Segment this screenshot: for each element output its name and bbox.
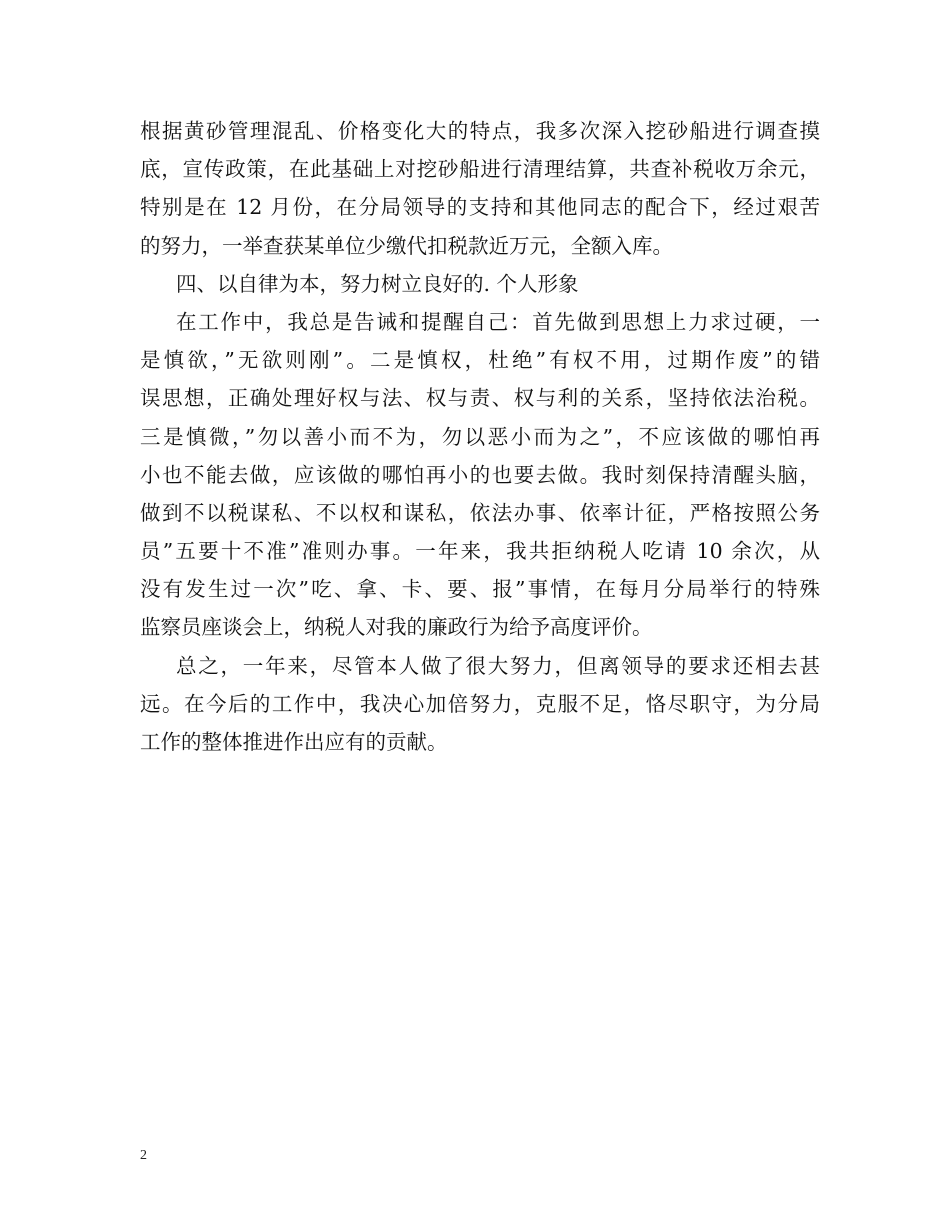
paragraph-line: 的努力，一举查获某单位少缴代扣税款近万元，全额入库。 — [140, 233, 673, 258]
paragraph-line: 三是慎微，”勿以善小而不为，勿以恶小而为之”，不应该做的哪怕再 — [140, 424, 820, 449]
paragraph-line: 根据黄砂管理混乱、价格变化大的特点，我多次深入挖砂船进行调查摸 — [140, 119, 820, 143]
page-number: 2 — [140, 1148, 147, 1163]
paragraph-line: 做到不以税谋私、不以权和谋私，依法办事、依率计征，严格按照公务 — [140, 500, 820, 525]
section-heading: 四、以自律为本，努力树立良好的. 个人形象 — [176, 271, 579, 296]
paragraph-line: 没有发生过一次”吃、拿、卡、要、报”事情，在每月分局举行的特殊 — [140, 577, 820, 602]
paragraph-line: 员”五要十不准”准则办事。一年来，我共拒纳税人吃请 10 余次，从 — [140, 539, 820, 564]
document-body — [140, 112, 820, 761]
paragraph-line: 误思想，正确处理好权与法、权与责、权与利的关系，坚持依法治税。 — [140, 386, 820, 411]
paragraph-line: 底，宣传政策，在此基础上对挖砂船进行清理结算，共查补税收万余元， — [140, 157, 820, 182]
paragraph-line: 远。在今后的工作中，我决心加倍努力，克服不足，恪尽职守，为分局 — [140, 691, 820, 716]
paragraph-line: 工作的整体推进作出应有的贡献。 — [140, 730, 448, 754]
paragraph-line: 在工作中，我总是告诫和提醒自己：首先做到思想上力求过硬，一 — [176, 309, 820, 334]
paragraph-line: 特别是在 12 月份，在分局领导的支持和其他同志的配合下，经过艰苦 — [140, 195, 820, 220]
paragraph-line: 是慎欲，”无欲则刚”。二是慎权，杜绝”有权不用，过期作废”的错 — [140, 348, 820, 373]
paragraph-line: 小也不能去做，应该做的哪怕再小的也要去做。我时刻保持清醒头脑， — [140, 462, 820, 487]
paragraph-line: 监察员座谈会上，纳税人对我的廉政行为给予高度评价。 — [140, 615, 653, 640]
paragraph-line: 总之，一年来，尽管本人做了很大努力，但离领导的要求还相去甚 — [176, 653, 820, 678]
